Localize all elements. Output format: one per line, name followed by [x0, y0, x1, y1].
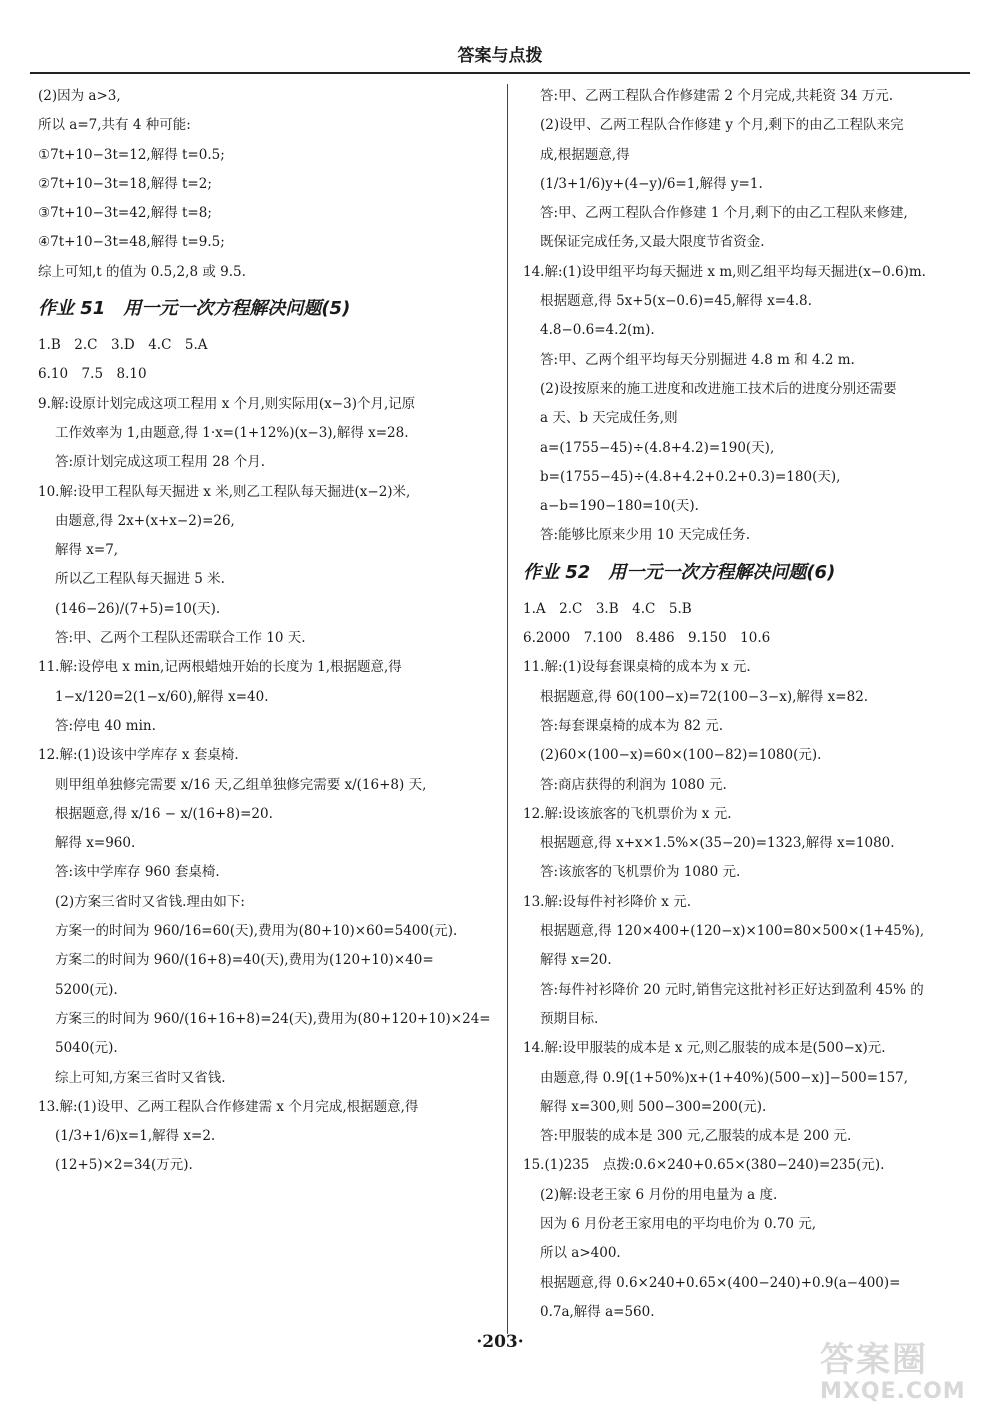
text-line: 答:每套课桌椅的成本为 82 元. — [540, 717, 724, 734]
text-line: b=(1755−45)÷(4.8+4.2+0.2+0.3)=180(天), — [540, 468, 841, 485]
text-line: a−b=190−180=10(天). — [540, 498, 699, 515]
header-title: 答案与点拨 — [457, 46, 543, 66]
text-line: 所以 a>400. — [540, 1245, 621, 1262]
text-line: (12+5)×2=34(万元). — [55, 1157, 193, 1174]
text-line: 1−x/120=2(1−x/60),解得 x=40. — [55, 688, 269, 705]
text-line: 答:该旅客的飞机票价为 1080 元. — [540, 864, 741, 881]
text-line: ①7t+10−3t=12,解得 t=0.5; — [38, 146, 225, 163]
text-line: 5200(元). — [55, 981, 118, 998]
text-line: 答:能够比原来少用 10 天完成任务. — [540, 527, 751, 544]
left-column — [38, 82, 493, 1181]
text-line: (2)方案三省时又省钱.理由如下: — [55, 893, 245, 910]
text-line: 1.A 2.C 3.B 4.C 5.B — [523, 600, 692, 617]
text-line: 答:停电 40 min. — [55, 717, 156, 734]
text-line: 12.解:(1)设该中学库存 x 套桌椅. — [38, 747, 239, 764]
section-title-52: 作业 52 用一元一次方程解决问题(6) — [523, 561, 836, 583]
text-line: 13.解:(1)设甲、乙两工程队合作修建需 x 个月完成,根据题意,得 — [38, 1098, 419, 1115]
text-line: 则甲组单独修完需要 x/16 天,乙组单独修完需要 x/(16+8) 天, — [55, 776, 427, 793]
text-line: 答:甲、乙两工程队合作修建 1 个月,剩下的由乙工程队来修建, — [540, 205, 908, 222]
text-line: 6.10 7.5 8.10 — [38, 366, 147, 383]
right-lines-b — [523, 595, 983, 1327]
text-line: a=(1755−45)÷(4.8+4.2)=190(天), — [540, 439, 775, 456]
text-line: a 天、b 天完成任务,则 — [540, 410, 678, 427]
text-line: 1.B 2.C 3.D 4.C 5.A — [38, 337, 208, 354]
left-lines-b — [38, 331, 493, 1181]
text-line: (1/3+1/6)y+(4−y)/6=1,解得 y=1. — [540, 175, 763, 192]
text-line: 解得 x=20. — [540, 952, 612, 969]
text-line: 答:甲、乙两工程队合作修建需 2 个月完成,共耗资 34 万元. — [540, 88, 894, 104]
text-line: 答:该中学库存 960 套桌椅. — [55, 864, 220, 881]
text-line: 方案二的时间为 960/(16+8)=40(天),费用为(120+10)×40= — [55, 952, 434, 969]
text-line: (146−26)/(7+5)=10(天). — [55, 600, 221, 617]
text-line: (2)设按原来的施工进度和改进施工技术后的进度分别还需要 — [540, 380, 897, 397]
text-line: 工作效率为 1,由题意,得 1·x=(1+12%)(x−3),解得 x=28. — [55, 424, 409, 441]
text-line: 综上可知,方案三省时又省钱. — [55, 1069, 226, 1086]
text-line: 方案一的时间为 960/16=60(天),费用为(80+10)×60=5400(元). — [55, 923, 458, 940]
text-line: ②7t+10−3t=18,解得 t=2; — [38, 175, 212, 192]
text-line: 14.解:设甲服装的成本是 x 元,则乙服装的成本是(500−x)元. — [523, 1040, 886, 1057]
text-line: 根据题意,得 60(100−x)=72(100−3−x),解得 x=82. — [540, 688, 869, 705]
text-line: (2)因为 a>3, — [38, 88, 121, 104]
text-line: 因为 6 月份老王家用电的平均电价为 0.70 元, — [540, 1215, 817, 1232]
text-line: 答:甲、乙两个组平均每天分别掘进 4.8 m 和 4.2 m. — [540, 351, 855, 368]
text-line: (2)60×(100−x)=60×(100−82)=1080(元). — [540, 747, 822, 764]
right-lines-a — [523, 82, 983, 551]
text-line: 15.(1)235 点拨:0.6×240+0.65×(380−240)=235(元). — [523, 1157, 885, 1174]
text-line: 根据题意,得 x/16 − x/(16+8)=20. — [55, 805, 273, 822]
text-line: 所以乙工程队每天掘进 5 米. — [55, 571, 225, 588]
text-line: 解得 x=960. — [55, 835, 136, 852]
text-line: 解得 x=7, — [55, 542, 119, 559]
right-column — [523, 82, 983, 1327]
text-line: 答:原计划完成这项工程用 28 个月. — [55, 454, 266, 471]
text-line: 6.2000 7.100 8.486 9.150 10.6 — [523, 630, 771, 647]
text-line: 根据题意,得 120×400+(120−x)×100=80×500×(1+45%), — [540, 923, 925, 940]
column-divider — [507, 84, 508, 1334]
text-line: 方案三的时间为 960/(16+16+8)=24(天),费用为(80+120+10)×24= — [55, 1010, 491, 1027]
text-line: 根据题意,得 0.6×240+0.65×(400−240)+0.9(a−400)= — [540, 1274, 901, 1291]
text-line: 9.解:设原计划完成这项工程用 x 个月,则实际用(x−3)个月,记原 — [38, 395, 416, 412]
text-line: ④7t+10−3t=48,解得 t=9.5; — [38, 234, 225, 251]
text-line: 既保证完成任务,又最大限度节省资金. — [540, 234, 765, 251]
text-line: (2)设甲、乙两工程队合作修建 y 个月,剩下的由乙工程队来完 — [540, 117, 904, 134]
left-lines-a — [38, 82, 493, 287]
text-line: 解得 x=300,则 500−300=200(元). — [540, 1098, 767, 1115]
text-line: 答:甲、乙两个工程队还需联合工作 10 天. — [55, 630, 306, 647]
text-line: 成,根据题意,得 — [540, 146, 630, 163]
text-line: (2)解:设老王家 6 月份的用电量为 a 度. — [540, 1186, 778, 1203]
text-line: 答:每件衬衫降价 20 元时,销售完这批衬衫正好达到盈利 45% 的 — [540, 981, 924, 998]
text-line: 预期目标. — [540, 1010, 599, 1027]
text-line: 所以 a=7,共有 4 种可能: — [38, 117, 191, 134]
text-line: 11.解:设停电 x min,记两根蜡烛开始的长度为 1,根据题意,得 — [38, 659, 402, 676]
text-line: 答:甲服装的成本是 300 元,乙服装的成本是 200 元. — [540, 1128, 852, 1145]
text-line: 12.解:设该旅客的飞机票价为 x 元. — [523, 805, 732, 822]
text-line: 由题意,得 0.9[(1+50%)x+(1+40%)(500−x)]−500=157, — [540, 1069, 909, 1086]
watermark-line1: 答案圈 — [820, 1340, 928, 1380]
text-line: 4.8−0.6=4.2(m). — [540, 322, 655, 339]
text-line: 0.7a,解得 a=560. — [540, 1303, 655, 1320]
text-line: 由题意,得 2x+(x+x−2)=26, — [55, 512, 235, 529]
text-line: 11.解:(1)设每套课桌椅的成本为 x 元. — [523, 659, 751, 676]
page-header — [30, 40, 970, 74]
watermark-logo — [820, 1340, 990, 1410]
text-line: ③7t+10−3t=42,解得 t=8; — [38, 205, 212, 222]
text-line: 根据题意,得 5x+5(x−0.6)=45,解得 x=4.8. — [540, 293, 812, 310]
text-line: 5040(元). — [55, 1040, 118, 1057]
text-line: 综上可知,t 的值为 0.5,2,8 或 9.5. — [38, 263, 246, 280]
text-line: 根据题意,得 x+x×1.5%×(35−20)=1323,解得 x=1080. — [540, 835, 895, 852]
text-line: 10.解:设甲工程队每天掘进 x 米,则乙工程队每天掘进(x−2)米, — [38, 483, 411, 500]
text-line: (1/3+1/6)x=1,解得 x=2. — [55, 1128, 216, 1145]
text-line: 13.解:设每件衬衫降价 x 元. — [523, 893, 692, 910]
text-line: 14.解:(1)设甲组平均每天掘进 x m,则乙组平均每天掘进(x−0.6)m. — [523, 263, 926, 280]
section-title-51: 作业 51 用一元一次方程解决问题(5) — [38, 298, 351, 320]
page-number: ·203· — [476, 1332, 524, 1352]
text-line: 答:商店获得的利润为 1080 元. — [540, 776, 727, 793]
watermark-line2: MXQE.COM — [820, 1379, 966, 1404]
